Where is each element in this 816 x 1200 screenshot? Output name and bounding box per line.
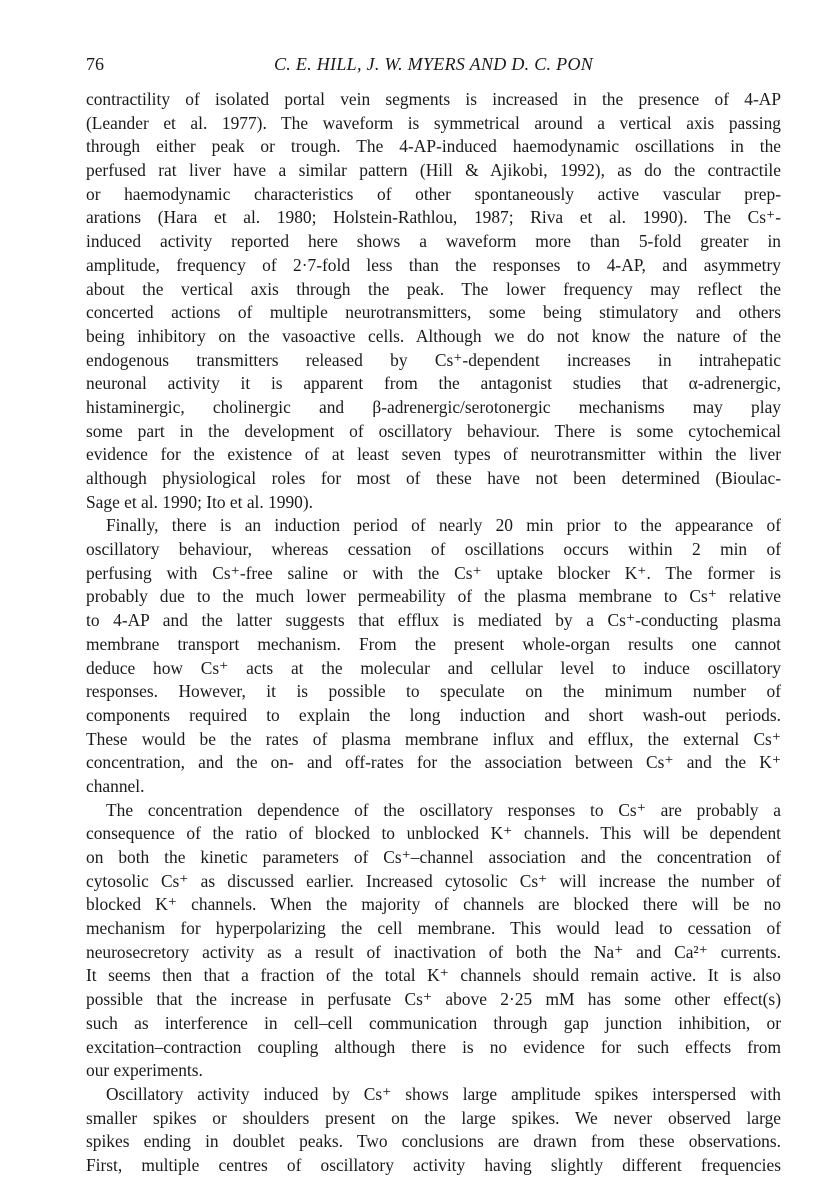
text-line: our experiments. [86,1060,203,1081]
text-line: concerted actions of multiple neurotransmitters, some being stimulatory and others [86,302,781,323]
text-line: Finally, there is an induction period of nearly 20 min prior to the appearance of [106,515,781,536]
text-line: amplitude, frequency of 2·7-fold less than the responses to 4-AP, and asymmetry [86,254,781,275]
text-line: smaller spikes or shoulders present on the large spikes. We never observed large [86,1107,781,1128]
paragraph [86,88,781,514]
text-line: histaminergic, cholinergic and β-adrenergic/serotonergic mechanisms may play [86,396,781,417]
text-line: on both the kinetic parameters of Cs⁺–channel association and the concentration of [86,847,781,867]
text-line: induced activity reported here shows a waveform more than 5-fold greater in [86,231,781,252]
text-line: channel. [86,775,145,796]
text-line: to 4-AP and the latter suggests that efflux is mediated by a Cs⁺-conducting plasma [86,610,781,631]
text-line: components required to explain the long induction and short wash-out periods. [86,704,781,725]
text-line: Oscillatory activity induced by Cs⁺ shows large amplitude spikes interspersed with [106,1083,781,1104]
text-line: about the vertical axis through the peak. The lower frequency may reflect the [86,278,781,299]
paragraph [86,1083,781,1178]
text-line: or haemodynamic characteristics of other spontaneously active vascular prep- [86,183,781,204]
text-line: It seems then that a fraction of the total K⁺ channels should remain active. It is also [86,965,781,986]
text-line: excitation–contraction coupling although there is no evidence for such effects from [86,1036,781,1057]
paragraph [86,799,781,1083]
text-line: blocked K⁺ channels. When the majority of channels are blocked there will be no [86,894,781,915]
text-line: oscillatory behaviour, whereas cessation of oscillations occurs within 2 min of [86,539,781,560]
text-line: These would be the rates of plasma membrane influx and efflux, the external Cs⁺ [86,728,781,749]
text-line: some part in the development of oscillatory behaviour. There is some cytochemical [86,420,781,441]
paragraph [86,514,781,798]
text-line: contractility of isolated portal vein segments is increased in the presence of 4-AP [86,89,781,109]
text-line: membrane transport mechanism. From the present whole-organ results one cannot [86,633,781,654]
text-line: endogenous transmitters released by Cs⁺-dependent increases in intrahepatic [86,349,781,370]
text-line: perfusing with Cs⁺-free saline or with the Cs⁺ uptake blocker K⁺. The former is [86,562,781,583]
text-line: mechanism for hyperpolarizing the cell membrane. This would lead to cessation of [86,918,781,939]
text-line: such as interference in cell–cell communication through gap junction inhibition, or [86,1012,781,1033]
text-line: concentration, and the on- and off-rates for the association between Cs⁺ and the K⁺ [86,752,781,773]
running-head: C. E. HILL, J. W. MYERS AND D. C. PON [273,54,594,74]
text-line: perfused rat liver have a similar pattern (Hill & Ajikobi, 1992), as do the contractile [86,160,781,181]
text-line: being inhibitory on the vasoactive cells. Although we do not know the nature of the [86,325,781,346]
text-line: Sage et al. 1990; Ito et al. 1990). [86,491,313,512]
text-line: neurosecretory activity as a result of inactivation of both the Na⁺ and Ca²⁺ currents. [86,941,781,962]
text-line: neuronal activity it is apparent from the antagonist studies that α-adrenergic, [86,373,781,394]
text-line: First, multiple centres of oscillatory activity having slightly different frequencies [86,1154,781,1175]
text-line: (Leander et al. 1977). The waveform is symmetrical around a vertical axis passing [86,112,781,133]
page-number: 76 [86,54,104,74]
text-line: The concentration dependence of the oscillatory responses to Cs⁺ are probably a [106,799,781,820]
text-line: deduce how Cs⁺ acts at the molecular and cellular level to induce oscillatory [86,657,781,678]
text-line: cytosolic Cs⁺ as discussed earlier. Increased cytosolic Cs⁺ will increase the number of [86,870,781,891]
text-line: evidence for the existence of at least seven types of neurotransmitter within the liver [86,444,781,465]
text-line: consequence of the ratio of blocked to unblocked K⁺ channels. This will be dependent [86,823,781,844]
text-line: responses. However, it is possible to speculate on the minimum number of [86,681,781,702]
text-line: arations (Hara et al. 1980; Holstein-Rathlou, 1987; Riva et al. 1990). The Cs⁺- [86,207,781,228]
text-line: probably due to the much lower permeability of the plasma membrane to Cs⁺ relative [86,586,781,607]
text-line: possible that the increase in perfusate Cs⁺ above 2·25 mM has some other effect(s) [86,989,781,1010]
page-header [86,54,781,80]
text-line: through either peak or trough. The 4-AP-induced haemodynamic oscillations in the [86,136,781,157]
article-body [86,88,781,1178]
text-line: spikes ending in doublet peaks. Two conclusions are drawn from these observations. [86,1131,781,1152]
text-line: although physiological roles for most of these have not been determined (Bioulac- [86,468,781,488]
